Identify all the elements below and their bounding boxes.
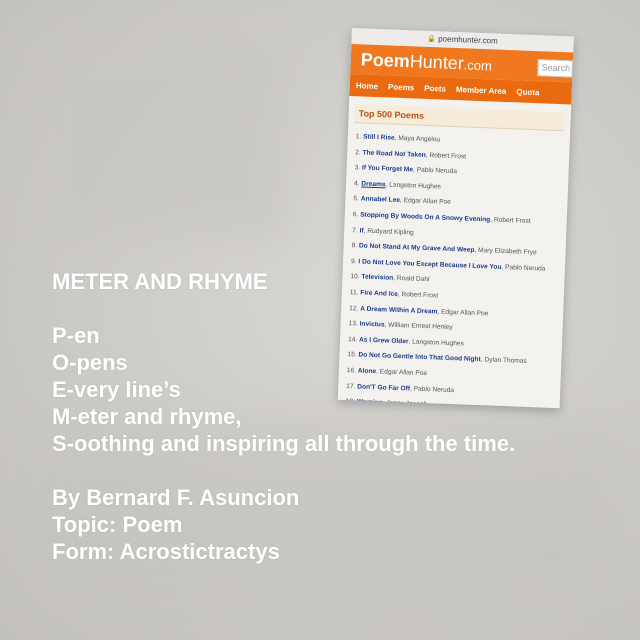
nav-member-area[interactable]: Member Area <box>455 84 507 96</box>
poem-author: , Maya Angelou <box>394 134 441 144</box>
poem-author: , Edgar Allan Poe <box>376 368 428 378</box>
nav-poets[interactable]: Poets <box>424 83 447 94</box>
poem-author: , Edgar Allan Poe <box>437 308 489 317</box>
nav-quotations[interactable]: Quota <box>516 86 540 97</box>
poem-author: , Rudyard Kipling <box>363 227 414 237</box>
poem-title-link[interactable]: The Road Not Taken <box>362 149 426 159</box>
poem-author: , Robert Frost <box>490 216 531 225</box>
poem-rank: 13. <box>348 320 358 328</box>
poem-author: , Langston Hughes <box>385 181 442 191</box>
poem-author: , Pablo Neruda <box>412 166 458 176</box>
poem-title-link[interactable]: Stopping By Woods On A Snowy Evening <box>360 211 491 224</box>
poem-rank: 15. <box>347 351 357 359</box>
poem-rank: 12. <box>349 304 359 312</box>
poem-rank: 16. <box>346 366 357 375</box>
poem-title-link[interactable]: Warning <box>356 398 383 407</box>
lock-icon: 🔒 <box>427 35 437 44</box>
poem-line: P-en <box>52 323 100 348</box>
poem-rank: 10. <box>350 273 360 281</box>
poem-title-link[interactable]: Don'T Go Far Off <box>357 382 411 392</box>
poem-title-link[interactable]: Do Not Go Gentle Into That Good Night <box>358 351 481 364</box>
poem-rank: 1. <box>355 133 362 141</box>
poem-form: Form: Acrostictractys <box>52 539 280 564</box>
poem-rank: 5. <box>353 195 360 203</box>
poem-author: , Edgar Allan Poe <box>399 197 452 207</box>
poem-rank: 4. <box>353 179 360 188</box>
poem-author: , Jenny Joseph <box>382 399 428 409</box>
poem-rank: 9. <box>350 257 357 266</box>
nav-home[interactable]: Home <box>355 80 379 91</box>
poem-rank: 2. <box>355 148 361 157</box>
poem-rank: 3. <box>354 164 361 172</box>
poem-title-link[interactable]: If <box>359 227 364 235</box>
poem-title-link[interactable]: A Dream Within A Dream <box>360 305 438 316</box>
section-title: Top 500 Poems <box>354 104 565 131</box>
poem-overlay <box>52 268 515 565</box>
nav-poems[interactable]: Poems <box>387 81 415 92</box>
poem-rank: 17. <box>346 382 356 390</box>
poem-rank: 7. <box>352 226 358 234</box>
poem-title-link[interactable]: Fire And Ice <box>360 289 398 298</box>
poem-line: S-oothing and inspiring all through the time. <box>52 431 516 456</box>
poem-title-link[interactable]: As I Grew Older <box>358 336 409 346</box>
poem-title-link[interactable]: Television <box>361 273 394 283</box>
poem-title-link[interactable]: If You Forget Me <box>361 164 414 174</box>
poem-title-link[interactable]: Alone <box>357 367 377 376</box>
poem-title: METER AND RHYME <box>52 269 268 294</box>
url-text: poemhunter.com <box>438 34 498 46</box>
poem-rank: 14. <box>347 335 358 344</box>
poem-title-link[interactable]: Do Not Stand At My Grave And Weep <box>358 242 475 255</box>
poem-author: , Robert Frost <box>425 151 467 161</box>
search-input[interactable]: Search <box>537 59 573 77</box>
poem-byline: By Bernard F. Asuncion <box>52 485 300 510</box>
poem-line: M-eter and rhyme, <box>52 404 242 429</box>
poem-author: , Roald Dahl <box>393 275 430 284</box>
poem-rank: 6. <box>352 211 359 219</box>
poem-title-link[interactable]: Annabel Lee <box>360 195 401 205</box>
poem-title-link[interactable]: Invictus <box>359 320 385 329</box>
poem-title-link[interactable]: Dreams <box>361 180 386 189</box>
poem-line: E-very line’s <box>52 377 181 402</box>
site-logo[interactable]: PoemHunter.com <box>360 49 493 74</box>
poem-author: , Pablo Neruda <box>501 263 546 273</box>
poem-rank: 8. <box>351 242 358 250</box>
poem-title-link[interactable]: I Do Not Love You Except Because I Love You <box>358 258 502 271</box>
poem-author: , Pablo Neruda <box>409 384 455 394</box>
poem-author: , Dylan Thomas <box>480 356 527 366</box>
poem-author: , Langston Hughes <box>408 338 464 348</box>
poem-author: , Mary Elizabeth Frye <box>474 247 537 257</box>
poem-author: , Robert Frost <box>397 290 439 300</box>
poem-rank: 18. <box>345 398 355 406</box>
poem-line: O-pens <box>52 350 128 375</box>
poem-topic: Topic: Poem <box>52 512 183 537</box>
background-blur <box>30 40 290 240</box>
poem-rank: 11. <box>349 289 359 297</box>
poem-author: , William Ernest Henley <box>384 321 453 332</box>
poem-title-link[interactable]: Still I Rise <box>363 133 395 142</box>
